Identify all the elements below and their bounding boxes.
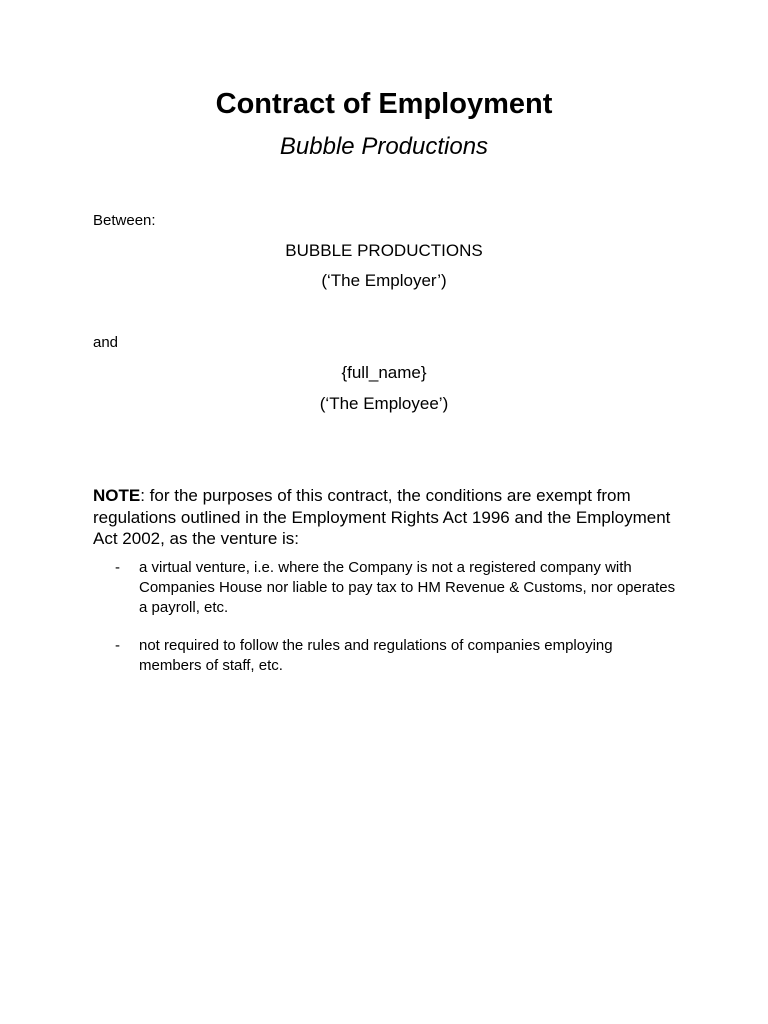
employee-role: (‘The Employee’) xyxy=(319,394,449,413)
note-text: : for the purposes of this contract, the conditions are exempt from regulations outlined in the Employment Rights Act 1996 and the Employment Act 2002, as the venture is: xyxy=(93,486,671,548)
between-label: Between: xyxy=(93,212,156,229)
note-label: NOTE xyxy=(93,486,141,505)
employer-role: (‘The Employer’) xyxy=(321,271,447,290)
document-subtitle: Bubble Productions xyxy=(279,133,489,160)
document-title: Contract of Employment xyxy=(215,88,553,120)
employee-name: {full_name} xyxy=(341,363,427,382)
bullet-marker: - xyxy=(115,637,120,654)
bullet-marker: - xyxy=(115,559,120,576)
employer-name: BUBBLE PRODUCTIONS xyxy=(285,241,483,260)
bullet-text: not required to follow the rules and regulations of companies employing members of staff, etc. xyxy=(139,637,613,674)
bullet-text: a virtual venture, i.e. where the Company is not a registered company with Companies House nor liable to pay tax to HM Revenue & Customs, nor operates a payroll, etc. xyxy=(139,559,676,616)
note-paragraph xyxy=(93,485,693,550)
and-label: and xyxy=(93,334,119,351)
